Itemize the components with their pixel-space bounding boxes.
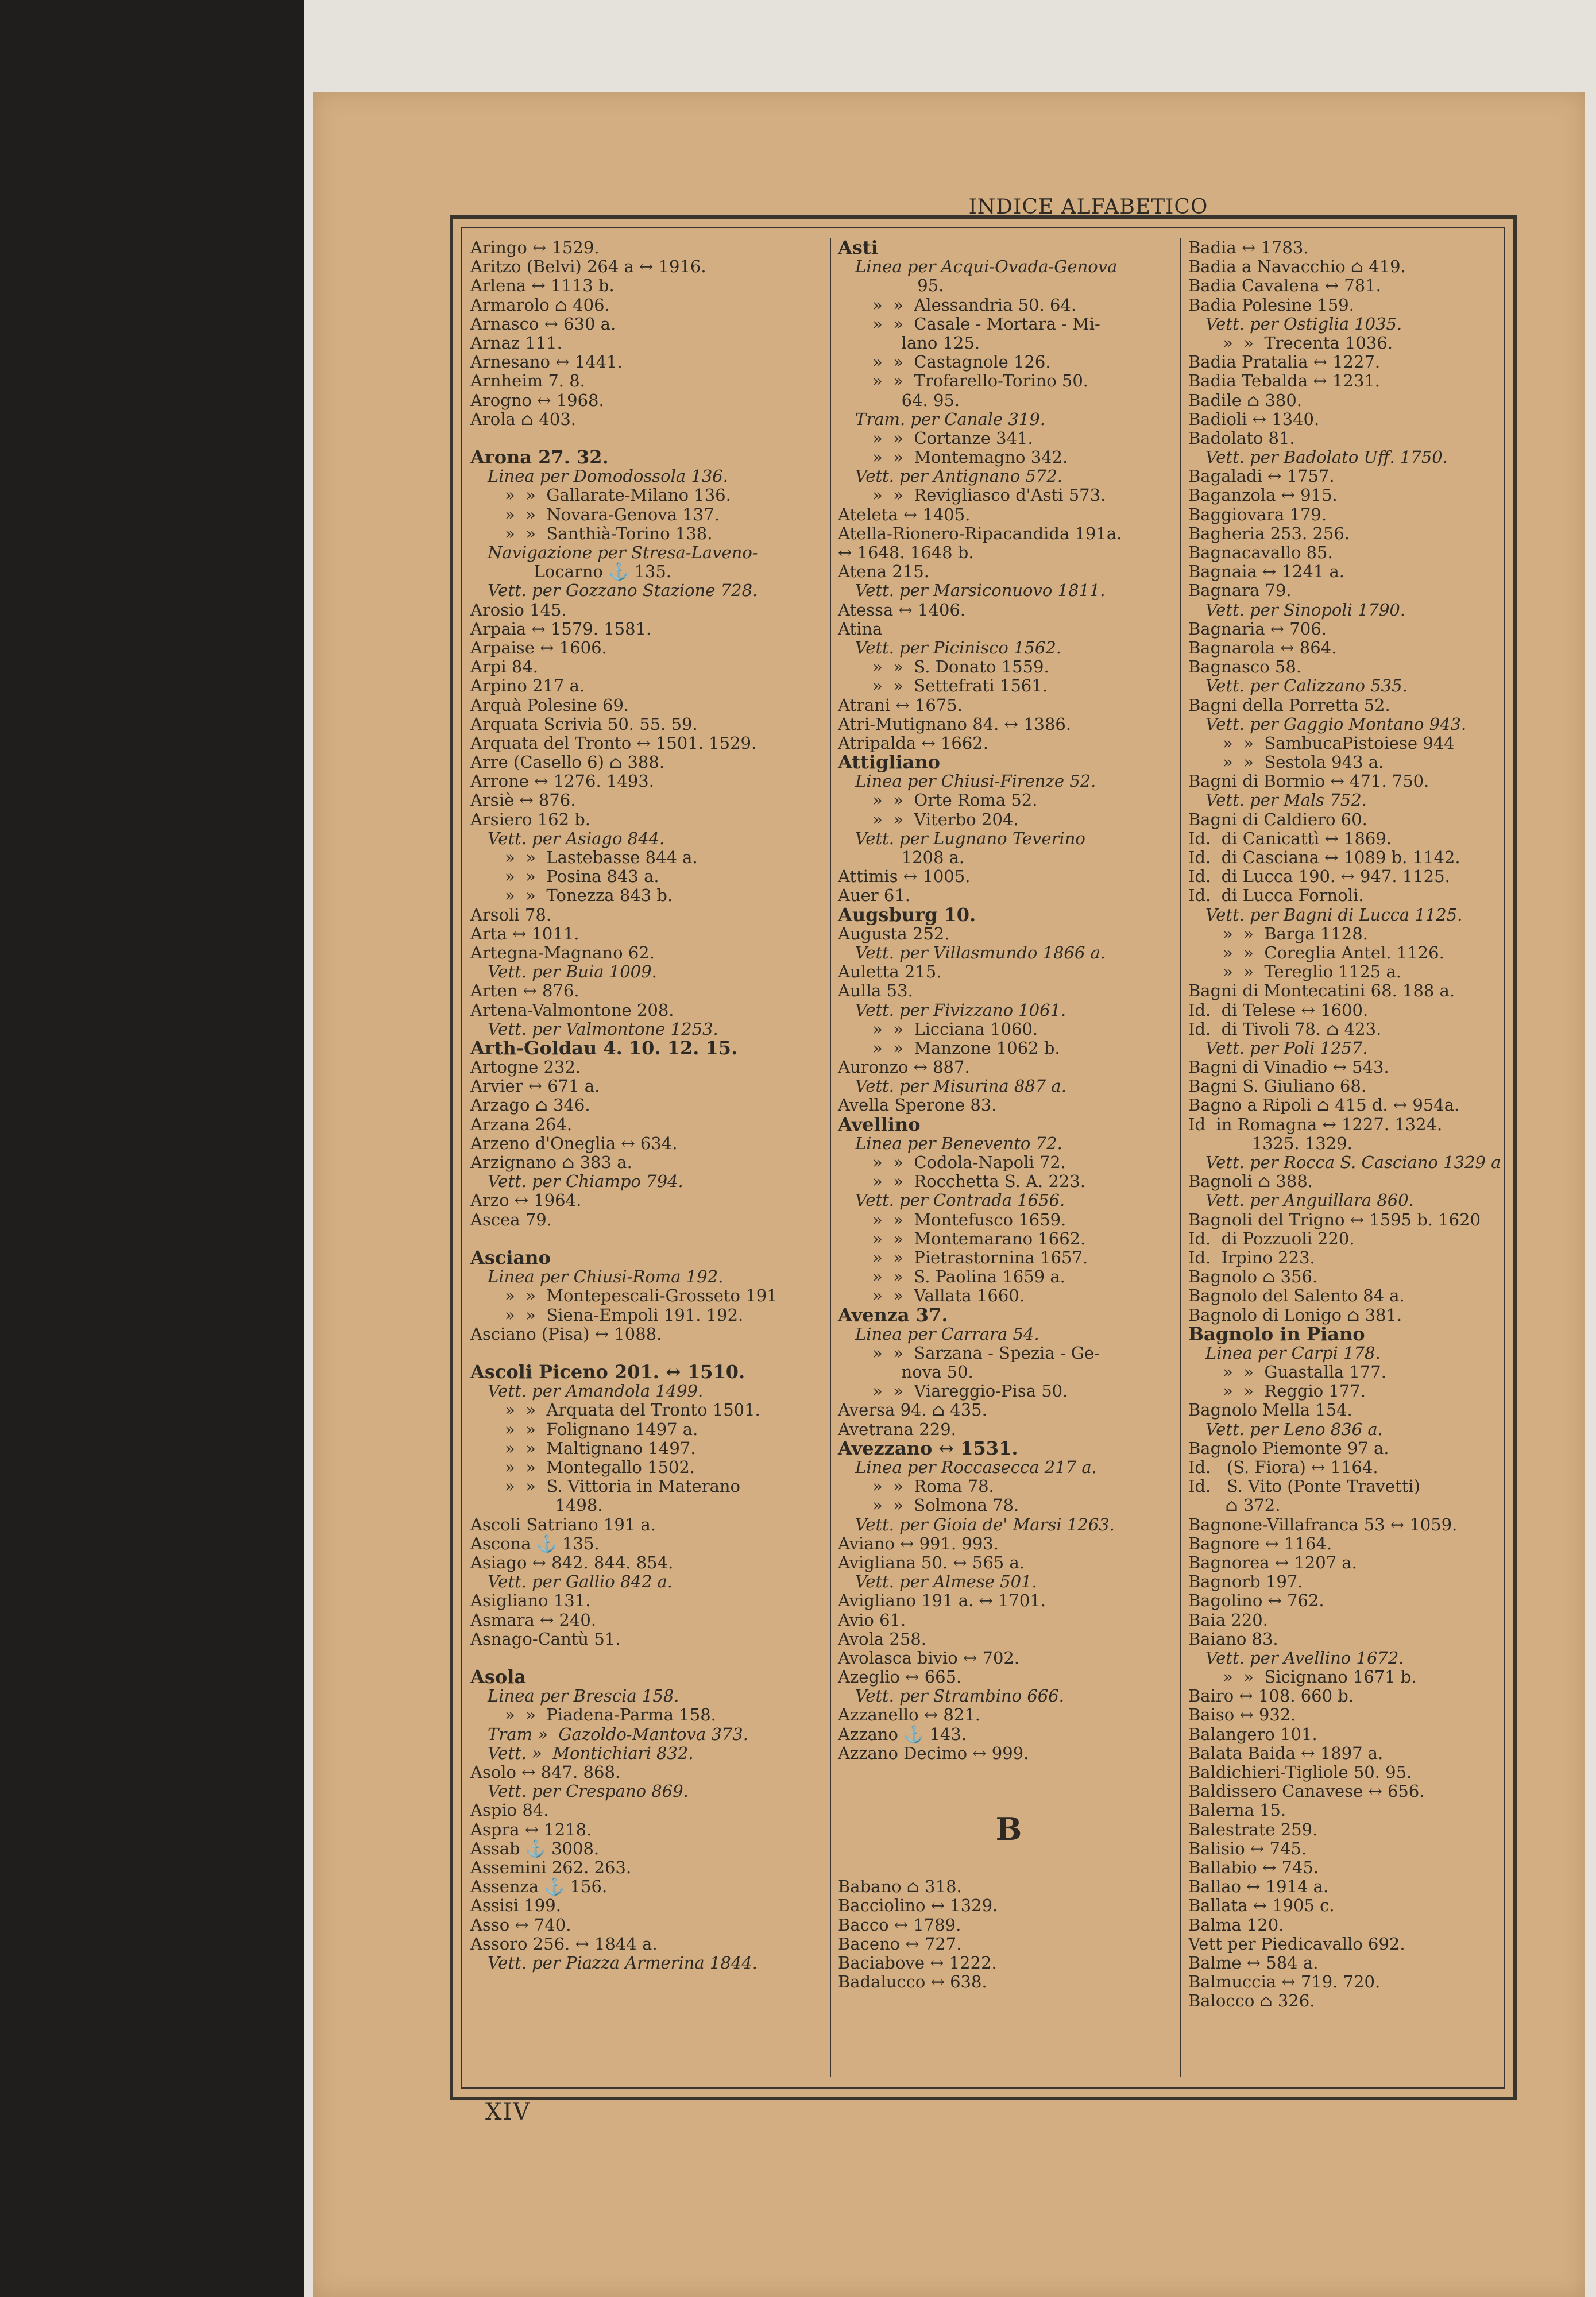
index-entry: Ateleta ↔ 1405. [838, 504, 971, 524]
index-entry: Linea per Domodossola 136. [488, 466, 728, 486]
index-entry: Bacco ↔ 1789. [838, 1915, 961, 1935]
index-entry: » » Montefusco 1659. [872, 1209, 1066, 1229]
index-entry: » » Lastebasse 844 a. [505, 848, 698, 867]
index-entry: » » Castagnole 126. [872, 352, 1051, 372]
index-entry: » » S. Donato 1559. [872, 657, 1049, 677]
index-entry: Arsoli 78. [470, 904, 552, 925]
index-entry: nova 50. [838, 1362, 973, 1382]
index-entry [838, 1782, 1180, 1801]
index-entry: » » Vallata 1660. [872, 1286, 1025, 1306]
index-entry: Bagnolo ⌂ 356. [1188, 1267, 1318, 1287]
index-entry [470, 429, 818, 448]
index-entry: » » Siena-Empoli 191. 192. [505, 1305, 744, 1325]
index-entry: Vett. per Calizzano 535. [1205, 676, 1408, 696]
index-entry: Aversa 94. ⌂ 435. [838, 1400, 987, 1420]
index-entry: Assab ⚓ 3008. [470, 1838, 600, 1858]
index-entry: Id in Romagna ↔ 1227. 1324. [1188, 1114, 1443, 1134]
index-entry: Avigliana 50. ↔ 565 a. [838, 1552, 1025, 1572]
index-entry: » » Posina 843 a. [505, 867, 659, 887]
index-entry: Vett. per Amandola 1499. [488, 1381, 704, 1401]
index-entry: Azzano ⚓ 143. [838, 1724, 967, 1744]
index-entry: Bagni di Caldiero 60. [1188, 809, 1367, 829]
index-entry: Vett. per Misurina 887 a. [855, 1076, 1066, 1096]
index-entry: Navigazione per Stresa-Laveno- [488, 543, 758, 562]
index-entry: Assemini 262. 263. [470, 1857, 632, 1877]
index-entry: Vett. per Asiago 844. [488, 828, 665, 848]
index-entry: Bagnolo Piemonte 97 a. [1188, 1438, 1389, 1458]
index-entry: Vett. per Badolato Uff. 1750. [1205, 447, 1448, 467]
index-entry: Id. di Casciana ↔ 1089 b. 1142. [1188, 848, 1460, 867]
index-entry: Id. di Telese ↔ 1600. [1188, 1000, 1369, 1020]
index-entry: Atessa ↔ 1406. [838, 600, 966, 620]
index-entry: Baiso ↔ 932. [1188, 1705, 1296, 1725]
index-entry: Arten ↔ 876. [470, 981, 579, 1001]
index-entry: Vett. per Rocca S. Casciano 1329 a [1205, 1153, 1501, 1172]
index-entry: Badia a Navacchio ⌂ 419. [1188, 257, 1406, 277]
index-entry: » » Trofarello-Torino 50. [872, 371, 1089, 391]
index-entry: Balata Baida ↔ 1897 a. [1188, 1743, 1384, 1763]
index-entry: Asiago ↔ 842. 844. 854. [470, 1552, 674, 1572]
index-entry: Avetrana 229. [838, 1419, 956, 1439]
index-entry: Bagnoli ⌂ 388. [1188, 1171, 1313, 1192]
index-entry: Arquata Scrivia 50. 55. 59. [470, 714, 698, 734]
index-entry: Bagnorb 197. [1188, 1572, 1303, 1592]
index-entry: » » Tonezza 843 b. [505, 885, 673, 906]
index-entry: » » Rocchetta S. A. 223. [872, 1171, 1086, 1192]
index-entry: Assenza ⚓ 156. [470, 1877, 608, 1897]
index-entry: » » Sestola 943 a. [1223, 752, 1384, 772]
index-entry: » » Piadena-Parma 158. [505, 1705, 716, 1725]
index-entry: Auer 61. [838, 885, 910, 906]
index-entry: Vett per Piedicavallo 692. [1188, 1933, 1405, 1954]
index-entry: Babano ⌂ 318. [838, 1877, 962, 1897]
index-entry: Ballabio ↔ 745. [1188, 1857, 1319, 1877]
index-entry: » » Licciana 1060. [872, 1019, 1038, 1039]
index-entry: Aulla 53. [838, 981, 913, 1001]
index-entry: » » Casale - Mortara - Mi- [872, 314, 1100, 334]
index-entry: Ballao ↔ 1914 a. [1188, 1877, 1329, 1897]
index-entry: 64. 95. [838, 390, 960, 410]
index-entry: Badia Cavalena ↔ 781. [1188, 276, 1381, 296]
index-entry: Bagnara 79. [1188, 581, 1292, 601]
index-entry: Vett. per Strambino 666. [855, 1686, 1064, 1706]
index-entry: Bagnaia ↔ 1241 a. [1188, 562, 1344, 582]
index-entry: Arlena ↔ 1113 b. [470, 276, 615, 296]
index-entry: Avezzano ↔ 1531. [838, 1437, 1018, 1459]
index-entry: Ascoli Piceno 201. ↔ 1510. [470, 1361, 745, 1383]
index-entry: Arnaz 111. [470, 332, 562, 353]
page-header: INDICE ALFABETICO [968, 195, 1208, 219]
index-entry: Bagni di Vinadio ↔ 543. [1188, 1057, 1389, 1077]
index-entry: Balestrate 259. [1188, 1819, 1318, 1839]
index-entry: » » Arquata del Tronto 1501. [505, 1400, 760, 1420]
index-entry: Asti [838, 238, 878, 258]
index-entry: Bacciolino ↔ 1329. [838, 1896, 998, 1916]
index-entry: Arrone ↔ 1276. 1493. [470, 771, 654, 791]
index-entry: Bagaladi ↔ 1757. [1188, 466, 1335, 486]
index-entry: Auronzo ↔ 887. [838, 1057, 970, 1077]
index-entry: Linea per Chiusi-Roma 192. [488, 1267, 724, 1287]
index-entry: » » S. Paolina 1659 a. [872, 1267, 1065, 1287]
index-column-1 [470, 238, 818, 2077]
index-entry: Asigliano 131. [470, 1591, 591, 1611]
index-entry: Atri-Mutignano 84. ↔ 1386. [838, 714, 1072, 734]
index-entry: » » Cortanze 341. [872, 428, 1033, 448]
index-entry: Bagno a Ripoli ⌂ 415 d. ↔ 954a. [1188, 1095, 1460, 1115]
index-entry: » » Solmona 78. [872, 1495, 1019, 1515]
index-entry: Arsiero 162 b. [470, 809, 591, 829]
index-entry: Arzignano ⌂ 383 a. [470, 1153, 632, 1172]
index-entry: Aspio 84. [470, 1800, 549, 1820]
index-entry: Vett. per Sinopoli 1790. [1205, 600, 1406, 620]
index-entry: » » Gallarate-Milano 136. [505, 485, 731, 505]
index-entry: Arta ↔ 1011. [470, 923, 579, 943]
index-entry: Avellino [838, 1113, 921, 1135]
index-entry: ⌂ 372. [1188, 1495, 1281, 1515]
index-entry: 1498. [470, 1495, 603, 1515]
index-entry: Bagnoli del Trigno ↔ 1595 b. 1620 [1188, 1209, 1481, 1229]
index-entry: Assisi 199. [470, 1896, 561, 1916]
index-entry: Linea per Roccasecca 217 a. [855, 1457, 1097, 1477]
index-entry: Azzano Decimo ↔ 999. [838, 1743, 1029, 1763]
index-entry: Vett. per Gioia de' Marsi 1263. [855, 1514, 1115, 1534]
index-entry: Aritzo (Belvi) 264 a ↔ 1916. [470, 257, 706, 277]
index-entry: » » Trecenta 1036. [1223, 332, 1393, 353]
index-entry: » » Revigliasco d'Asti 573. [872, 485, 1106, 505]
scan-dark-margin [0, 0, 304, 2297]
index-entry: Balangero 101. [1188, 1724, 1317, 1744]
index-entry: Id. Irpino 223. [1188, 1247, 1315, 1267]
index-entry: Asciano (Pisa) ↔ 1088. [470, 1324, 662, 1344]
index-entry: Vett. per Avellino 1672. [1205, 1648, 1404, 1668]
index-entry: Arquà Polesine 69. [470, 695, 629, 715]
index-entry: » » Maltignano 1497. [505, 1438, 696, 1458]
index-entry: Arnheim 7. 8. [470, 371, 585, 391]
index-entry: Atena 215. [838, 562, 930, 582]
index-entry: Asmara ↔ 240. [470, 1610, 597, 1630]
index-entry: » » Reggio 177. [1223, 1381, 1366, 1401]
index-entry: Balocco ⌂ 326. [1188, 1991, 1315, 2011]
index-entry: Assoro 256. ↔ 1844 a. [470, 1933, 658, 1954]
index-entry: Bagnolo di Lonigo ⌂ 381. [1188, 1305, 1402, 1325]
index-entry: » » Viterbo 204. [872, 809, 1019, 829]
index-entry: » » Montegallo 1502. [505, 1457, 695, 1477]
index-entry: Bagnore ↔ 1164. [1188, 1533, 1332, 1553]
index-entry: Vett. per Piazza Armerina 1844. [488, 1952, 758, 1973]
index-entry: Id. S. Vito (Ponte Travetti) [1188, 1476, 1420, 1496]
index-entry: » » Sicignano 1671 b. [1223, 1667, 1417, 1687]
index-entry: » » Roma 78. [872, 1476, 994, 1496]
index-entry: Arogno ↔ 1968. [470, 390, 604, 410]
index-entry: Vett. per Picinisco 1562. [855, 637, 1062, 658]
index-entry: Id. di Canicattì ↔ 1869. [1188, 828, 1392, 848]
index-entry: Linea per Carrara 54. [855, 1324, 1039, 1344]
index-entry: Id. di Pozzuoli 220. [1188, 1228, 1355, 1248]
index-entry: Atina [838, 618, 883, 639]
index-entry: Baggiovara 179. [1188, 504, 1327, 524]
index-entry: Baldissero Canavese ↔ 656. [1188, 1781, 1425, 1801]
index-entry: Bagolino ↔ 762. [1188, 1591, 1324, 1611]
index-entry: Arpaia ↔ 1579. 1581. [470, 618, 652, 639]
index-entry [470, 1649, 818, 1668]
index-entry: Badia Pratalia ↔ 1227. [1188, 352, 1381, 372]
index-entry: Vett. per Crespano 869. [488, 1781, 689, 1801]
index-entry: Arona 27. 32. [470, 446, 609, 469]
index-entry: Arzago ⌂ 346. [470, 1095, 590, 1115]
index-entry: Azzanello ↔ 821. [838, 1705, 980, 1725]
index-entry: Asciano [470, 1246, 551, 1269]
index-entry: Linea per Chiusi-Firenze 52. [855, 771, 1096, 791]
index-entry: Bairo ↔ 108. 660 b. [1188, 1686, 1354, 1706]
index-entry: » » Folignano 1497 a. [505, 1419, 698, 1439]
index-entry: » » Sarzana - Spezia - Ge- [872, 1343, 1100, 1363]
index-entry: Atripalda ↔ 1662. [838, 733, 988, 753]
index-entry: Bagnorea ↔ 1207 a. [1188, 1552, 1357, 1572]
index-entry: Asola [470, 1666, 527, 1688]
index-entry: Tram. per Canale 319. [855, 409, 1045, 429]
index-entry: Bagni di Montecatini 68. 188 a. [1188, 981, 1455, 1001]
index-entry: Aviano ↔ 991. 993. [838, 1533, 999, 1553]
index-entry: Linea per Acqui-Ovada-Genova [855, 257, 1118, 277]
book-page [313, 92, 1585, 2297]
index-entry: Arre (Casello 6) ⌂ 388. [470, 752, 665, 772]
index-entry: Baganzola ↔ 915. [1188, 485, 1338, 505]
index-entry: Bagnolo del Salento 84 a. [1188, 1286, 1405, 1306]
index-entry: Vett. per Mals 752. [1205, 790, 1367, 810]
index-entry: » » Orte Roma 52. [872, 790, 1038, 810]
index-entry: » » Montemarano 1662. [872, 1228, 1086, 1248]
page-number: XIV [485, 2099, 531, 2125]
index-entry: Locarno ⚓ 135. [470, 562, 671, 582]
index-entry: Vett. per Buia 1009. [488, 962, 657, 982]
index-entry: Arpi 84. [470, 657, 538, 677]
index-entry: » » Codola-Napoli 72. [872, 1153, 1066, 1172]
index-entry: » » Guastalla 177. [1223, 1362, 1386, 1382]
index-frame [450, 215, 1517, 2100]
index-entry: Baiano 83. [1188, 1629, 1278, 1649]
index-entry: » » Viareggio-Pisa 50. [872, 1381, 1068, 1401]
index-entry: Augusta 252. [838, 923, 950, 943]
index-entry: » » Settefrati 1561. [872, 676, 1048, 696]
index-entry: Vett. per Almese 501. [855, 1572, 1037, 1592]
index-entry: Balerna 15. [1188, 1800, 1286, 1820]
index-entry: Vett. per Anguillara 860. [1205, 1190, 1414, 1211]
index-entry: Vett. per Villasmundo 1866 a. [855, 942, 1106, 962]
index-entry [838, 1858, 1180, 1877]
index-entry: Baldichieri-Tigliole 50. 95. [1188, 1762, 1412, 1782]
index-entry: Balmuccia ↔ 719. 720. [1188, 1972, 1381, 1992]
index-entry: Badia Tebalda ↔ 1231. [1188, 371, 1380, 391]
index-entry: Artegna-Magnano 62. [470, 942, 655, 962]
index-entry: Arth-Goldau 4. 10. 12. 15. [470, 1037, 738, 1059]
index-entry: Arpaise ↔ 1606. [470, 637, 607, 658]
index-entry: Vett. per Fivizzano 1061. [855, 1000, 1066, 1020]
index-entry: » » Tereglio 1125 a. [1223, 962, 1401, 982]
index-entry: Bagnone-Villafranca 53 ↔ 1059. [1188, 1514, 1458, 1534]
index-entry: Bagnacavallo 85. [1188, 543, 1333, 562]
index-entry: Vett. per Lugnano Teverino [855, 828, 1085, 848]
index-entry: Asso ↔ 740. [470, 1915, 571, 1935]
index-entry: Arosio 145. [470, 600, 567, 620]
index-entry: Arpino 217 a. [470, 676, 585, 696]
index-entry: Ballata ↔ 1905 c. [1188, 1896, 1335, 1916]
index-entry: Arquata del Tronto ↔ 1501. 1529. [470, 733, 757, 753]
index-entry: Vett. per Gallio 842 a. [488, 1572, 673, 1592]
index-entry: Vett. » Montichiari 832. [488, 1743, 694, 1763]
index-entry: Vett. per Gozzano Stazione 728. [488, 581, 758, 601]
index-entry: Vett. per Valmontone 1253. [488, 1019, 718, 1039]
index-entry: Badia ↔ 1783. [1188, 238, 1309, 257]
index-entry: Badalucco ↔ 638. [838, 1972, 987, 1992]
index-column-3 [1180, 238, 1513, 2077]
index-entry: Avio 61. [838, 1610, 906, 1630]
index-entry: Ascona ⚓ 135. [470, 1533, 600, 1553]
index-entry: Baia 220. [1188, 1610, 1268, 1630]
index-entry: Azeglio ↔ 665. [838, 1667, 962, 1687]
index-entry: Badia Polesine 159. [1188, 295, 1354, 315]
index-entry: Avigliano 191 a. ↔ 1701. [838, 1591, 1046, 1611]
index-entry: » » S. Vittoria in Materano [505, 1476, 741, 1496]
index-entry: Bagnolo Mella 154. [1188, 1400, 1352, 1420]
index-entry: Vett. per Leno 836 a. [1205, 1419, 1383, 1439]
index-entry: Vett. per Bagni di Lucca 1125. [1205, 904, 1463, 925]
index-entry: Arnesano ↔ 1441. [470, 352, 623, 372]
index-entry: Badolato 81. [1188, 428, 1295, 448]
index-entry: » » Manzone 1062 b. [872, 1038, 1060, 1058]
index-entry: lano 125. [838, 332, 980, 353]
index-entry: Bagnolo in Piano [1188, 1322, 1365, 1345]
index-entry: Vett. per Marsiconuovo 1811. [855, 581, 1106, 601]
index-entry: Linea per Carpi 178. [1205, 1343, 1381, 1363]
index-entry: Tram » Gazoldo-Mantova 373. [488, 1724, 748, 1744]
index-entry: Bagni S. Giuliano 68. [1188, 1076, 1367, 1096]
index-entry: Avola 258. [838, 1629, 926, 1649]
index-column-2 [830, 238, 1180, 2077]
index-entry: Vett. per Contrada 1656. [855, 1190, 1065, 1211]
index-entry: Atella-Rionero-Ripacandida 191a. [838, 523, 1122, 543]
index-entry: Bagni della Porretta 52. [1188, 695, 1390, 715]
index-entry: Baceno ↔ 727. [838, 1933, 962, 1954]
index-entry: Aspra ↔ 1218. [470, 1819, 592, 1839]
index-entry: » » Coreglia Antel. 1126. [1223, 942, 1444, 962]
index-entry: Bagheria 253. 256. [1188, 523, 1350, 543]
index-entry: Balisio ↔ 745. [1188, 1838, 1307, 1858]
index-entry: 1325. 1329. [1188, 1133, 1352, 1153]
index-entry: Asolo ↔ 847. 868. [470, 1762, 621, 1782]
index-entry: Atrani ↔ 1675. [838, 695, 963, 715]
index-entry: » » Pietrastornina 1657. [872, 1247, 1088, 1267]
index-entry: 95. [838, 276, 944, 296]
index-entry: Id. di Lucca Fornoli. [1188, 885, 1364, 906]
index-entry: Auletta 215. [838, 962, 942, 982]
index-entry: » » Montemagno 342. [872, 447, 1068, 467]
index-entry: Augsburg 10. [838, 903, 976, 926]
index-entry: Vett. per Gaggio Montano 943. [1205, 714, 1467, 734]
index-entry: Arzo ↔ 1964. [470, 1190, 582, 1211]
index-entry: Vett. per Ostiglia 1035. [1205, 314, 1402, 334]
index-entry: Arola ⌂ 403. [470, 409, 576, 429]
index-entry: Vett. per Antignano 572. [855, 466, 1062, 486]
index-entry: Attimis ↔ 1005. [838, 867, 971, 887]
index-entry: Arsiè ↔ 876. [470, 790, 576, 810]
index-entry: Arzeno d'Oneglia ↔ 634. [470, 1133, 678, 1153]
index-entry: Linea per Brescia 158. [488, 1686, 679, 1706]
index-entry: Armarolo ⌂ 406. [470, 295, 610, 315]
index-entry: Badioli ↔ 1340. [1188, 409, 1320, 429]
index-entry: Artena-Valmontone 208. [470, 1000, 674, 1020]
index-entry: Attigliano [838, 751, 941, 774]
index-entry: Ascoli Satriano 191 a. [470, 1514, 656, 1534]
index-entry: Balme ↔ 584 a. [1188, 1952, 1319, 1973]
index-entry: Bagni di Bormio ↔ 471. 750. [1188, 771, 1429, 791]
index-entry: Id. (S. Fiora) ↔ 1164. [1188, 1457, 1378, 1477]
index-entry [838, 1763, 1180, 1782]
index-entry: Id. di Tivoli 78. ⌂ 423. [1188, 1019, 1382, 1039]
index-entry: 1208 a. [838, 848, 965, 867]
index-entry [470, 1344, 818, 1363]
index-entry: Avenza 37. [838, 1304, 948, 1326]
index-entry: ↔ 1648. 1648 b. [838, 543, 974, 562]
index-entry: Arvier ↔ 671 a. [470, 1076, 600, 1096]
index-entry: Id. di Lucca 190. ↔ 947. 1125. [1188, 867, 1450, 887]
index-entry: » » Barga 1128. [1223, 923, 1368, 943]
index-entry: » » SambucaPistoiese 944 [1223, 733, 1455, 753]
index-entry: Arzana 264. [470, 1114, 573, 1134]
index-entry: » » Alessandria 50. 64. [872, 295, 1077, 315]
index-entry: Bagnasco 58. [1188, 657, 1302, 677]
index-entry: Bagnaria ↔ 706. [1188, 618, 1327, 639]
index-entry: Avolasca bivio ↔ 702. [838, 1648, 1020, 1668]
index-entry: Baciabove ↔ 1222. [838, 1952, 997, 1973]
index-entry: B [995, 1811, 1022, 1848]
index-entry: » » Montepescali-Grosseto 191 [505, 1286, 778, 1306]
index-entry: Avella Sperone 83. [838, 1095, 997, 1115]
index-entry [470, 1229, 818, 1248]
index-entry: Arnasco ↔ 630 a. [470, 314, 616, 334]
index-entry: Asnago-Cantù 51. [470, 1629, 621, 1649]
index-entry: Bagnarola ↔ 864. [1188, 637, 1337, 658]
index-entry: Vett. per Chiampo 794. [488, 1171, 683, 1192]
index-entry: Ascea 79. [470, 1209, 552, 1229]
index-entry: Aringo ↔ 1529. [470, 238, 600, 257]
index-frame-inner [461, 227, 1505, 2089]
index-entry: » » Santhià-Torino 138. [505, 523, 713, 543]
index-entry: Badile ⌂ 380. [1188, 390, 1303, 410]
index-entry: » » Novara-Genova 137. [505, 504, 720, 524]
index-entry: Linea per Benevento 72. [855, 1133, 1062, 1153]
index-entry: Artogne 232. [470, 1057, 581, 1077]
index-entry: Balma 120. [1188, 1915, 1284, 1935]
index-entry: Vett. per Poli 1257. [1205, 1038, 1368, 1058]
